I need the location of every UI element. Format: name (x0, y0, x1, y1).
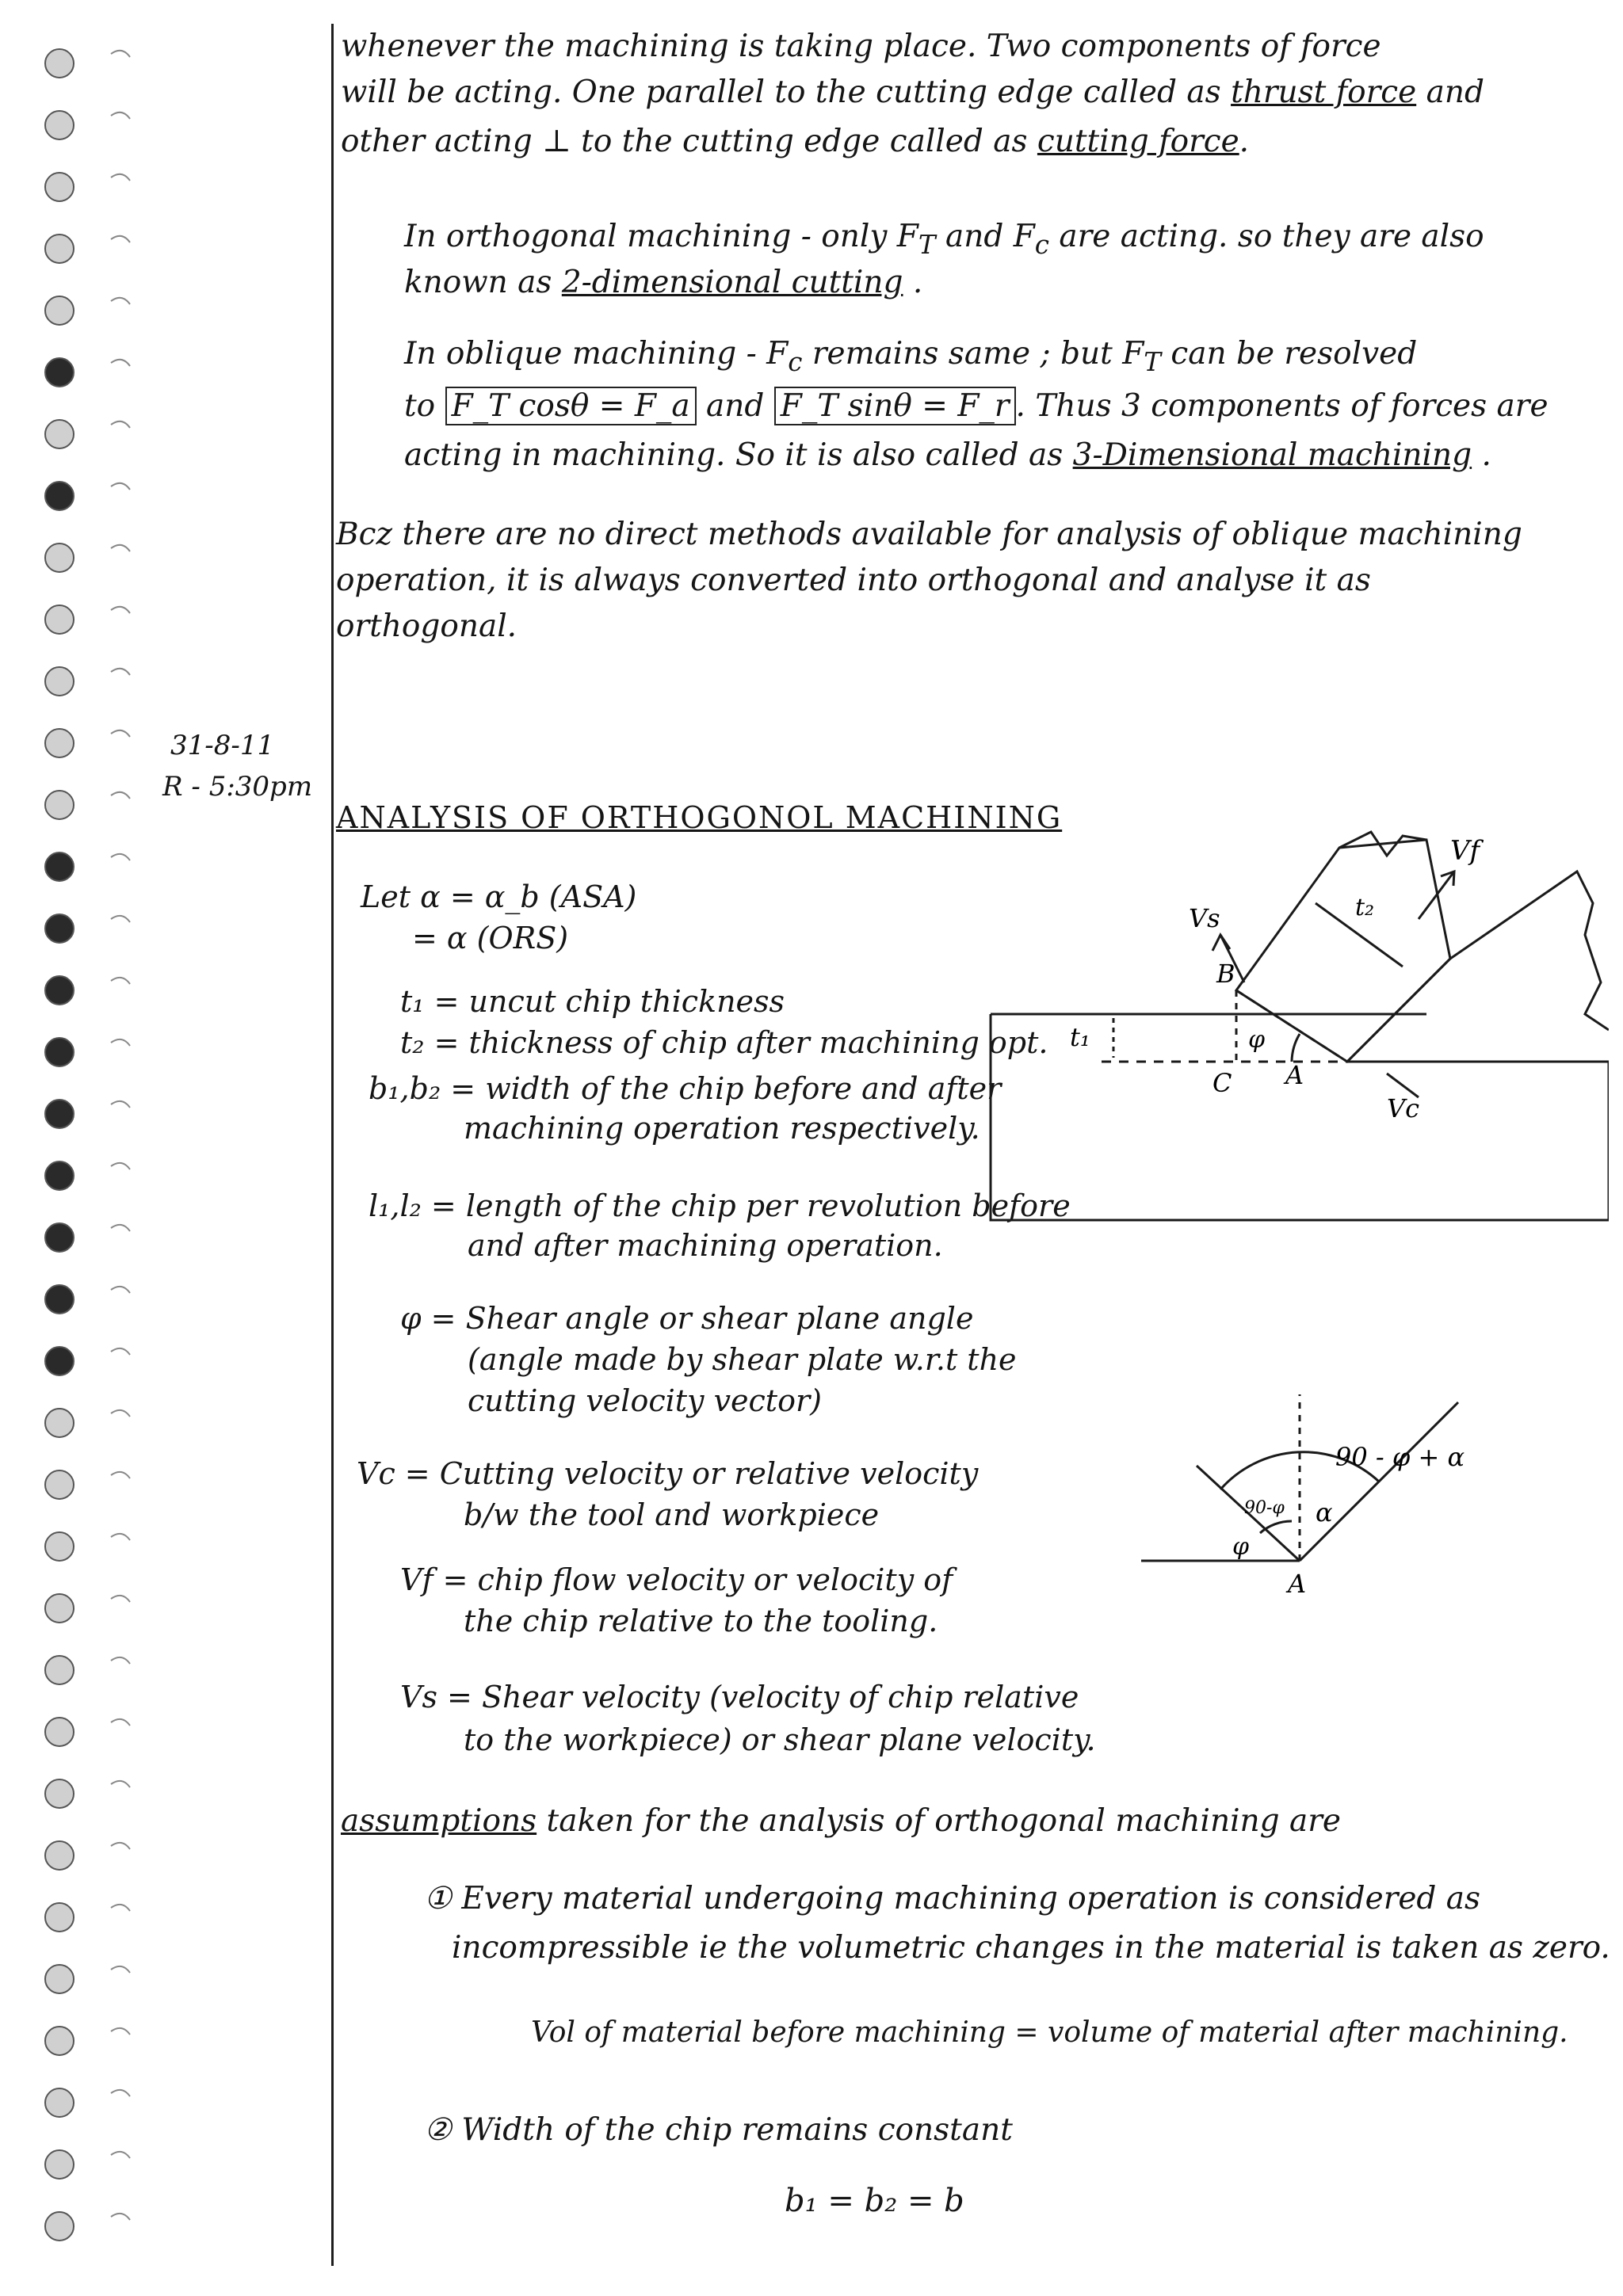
intro-line-2-text: will be acting. One parallel to the cutting edge called as (341, 74, 1221, 110)
def-alpha-2: = α (ORS) (412, 921, 569, 955)
oblique-end: . (1481, 437, 1491, 473)
binding-ring (111, 298, 130, 304)
binding-ring (111, 174, 130, 181)
label-t1: t₁ (1070, 1022, 1090, 1052)
binding-ring (111, 1781, 130, 1787)
binding-hole (45, 1779, 74, 1808)
margin-line (331, 24, 334, 2266)
binding-ring (111, 1472, 130, 1478)
binding-ring (111, 360, 130, 366)
binding-hole (45, 543, 74, 572)
ortho-text-b: and F (935, 219, 1035, 254)
phi-arc (1292, 1034, 1300, 1062)
binding-ring (111, 2090, 130, 2096)
binding-ring (111, 1287, 130, 1293)
def-alpha-1: Let α = α_b (ASA) (361, 879, 637, 914)
oblique-sub-c: c (788, 346, 803, 377)
intro-line-3 (341, 119, 1249, 165)
binding-ring (111, 669, 130, 675)
def-vs-2: to the workpiece) or shear plane velocity. (464, 1722, 1096, 1757)
def-vf-1: Vf = chip flow velocity or velocity of (400, 1562, 953, 1597)
def-t1: t₁ = uncut chip thickness (400, 984, 785, 1019)
intro-line-2-end: and (1426, 74, 1484, 110)
binding-hole (45, 2027, 74, 2055)
binding-hole (45, 1223, 74, 1252)
binding-hole (45, 49, 74, 78)
oblique-line-3 (404, 433, 1491, 479)
label-a-d2: A (1288, 1569, 1307, 1599)
binding-hole (45, 1038, 74, 1066)
binding-hole (45, 1903, 74, 1932)
binding-ring (111, 1410, 130, 1417)
binding-hole (45, 1718, 74, 1746)
binding-hole (45, 667, 74, 696)
def-t2: t₂ = thickness of chip after machining opt. (400, 1025, 1048, 1060)
binding-hole (45, 173, 74, 201)
label-big-angle: 90 - φ + α (1335, 1442, 1465, 1472)
label-inner-angle: 90-φ (1244, 1498, 1285, 1518)
bcz-line-2: operation, it is always converted into orthogonal and analyse it as (336, 563, 1371, 598)
binding-hole (45, 914, 74, 943)
bcz-line-1: Bcz there are no direct methods available for analysis of oblique machining (336, 517, 1522, 552)
ortho-sub-c: c (1034, 229, 1049, 260)
label-phi-d1: φ (1248, 1026, 1266, 1054)
intro-line-3-end: . (1239, 124, 1250, 159)
oblique-text-b: remains same ; but F (802, 336, 1144, 372)
intro-line-3-text: other acting ⊥ to the cutting edge called as (341, 124, 1028, 159)
chip-shape (1236, 840, 1450, 1062)
def-l-1: l₁,l₂ = length of the chip per revolution before (369, 1188, 1071, 1223)
binding-hole (45, 1470, 74, 1499)
def-phi-2: (angle made by shear plate w.r.t the (468, 1342, 1017, 1377)
binding-ring (111, 1225, 130, 1231)
binding-hole (45, 976, 74, 1005)
binding-hole (45, 729, 74, 757)
tool-outline (1347, 871, 1609, 1062)
ortho-end: . (912, 265, 923, 300)
label-vs: Vs (1189, 903, 1220, 933)
binding-ring (111, 1905, 130, 1911)
term-3d-machining: 3-Dimensional machining (1072, 437, 1472, 473)
binding-ring (111, 1843, 130, 1849)
ortho-known: known as (404, 265, 552, 300)
assumptions-heading (341, 1798, 1341, 1844)
orthogonal-line-2 (404, 260, 922, 306)
oblique-sub-t: T (1144, 346, 1161, 377)
binding-hole (45, 1100, 74, 1128)
def-b-2: machining operation respectively. (464, 1111, 980, 1146)
binding-ring (111, 1719, 130, 1726)
intro-line-2 (341, 70, 1484, 116)
binding-ring (111, 1534, 130, 1540)
oblique-line-1 (404, 331, 1417, 385)
binding-hole (45, 1965, 74, 1993)
label-vf: Vf (1450, 835, 1480, 867)
def-vf-2: the chip relative to the tooling. (464, 1604, 938, 1638)
vf-arrow-line (1419, 871, 1454, 919)
binding-hole (45, 482, 74, 510)
binding-ring (111, 978, 130, 984)
spiral-binding (0, 0, 158, 2296)
binding-ring (111, 2028, 130, 2035)
binding-ring (111, 1657, 130, 1664)
binding-ring (111, 51, 130, 57)
section-heading: ANALYSIS OF ORTHOGONOL MACHINING (336, 800, 1063, 835)
intro-line-1: whenever the machining is taking place. Two components of force (341, 29, 1381, 64)
label-a-d1: A (1285, 1060, 1304, 1090)
binding-ring (111, 730, 130, 737)
def-l-2: and after machining operation. (468, 1228, 943, 1263)
def-b-1: b₁,b₂ = width of the chip before and after (369, 1071, 1002, 1106)
orthogonal-cutting-diagram (975, 824, 1609, 1236)
ortho-text-a: In orthogonal machining - only F (404, 219, 918, 254)
term-cutting-force: cutting force (1037, 124, 1239, 159)
binding-hole (45, 296, 74, 325)
label-alpha: α (1316, 1497, 1333, 1527)
oblique-text-c: can be resolved (1160, 336, 1418, 372)
boxed-eq-fa: F_T cosθ = F_a (445, 387, 697, 425)
margin-time: R - 5:30pm (162, 771, 313, 803)
assumptions-title-rest: taken for the analysis of orthogonal machining are (546, 1803, 1342, 1839)
binding-hole (45, 1532, 74, 1561)
label-phi-d2: φ (1232, 1533, 1250, 1561)
binding-ring (111, 1348, 130, 1355)
def-phi-3: cutting velocity vector) (468, 1383, 822, 1418)
term-2d-cutting: 2-dimensional cutting (561, 265, 903, 300)
binding-ring (111, 2152, 130, 2158)
label-c: C (1212, 1068, 1232, 1098)
binding-hole (45, 1347, 74, 1375)
def-vc-2: b/w the tool and workpiece (464, 1497, 880, 1532)
binding-ring (111, 113, 130, 119)
binding-hole (45, 358, 74, 387)
binding-ring (111, 1101, 130, 1108)
binding-hole (45, 111, 74, 139)
binding-ring (111, 916, 130, 922)
oblique-text-a: In oblique machining - F (404, 336, 789, 372)
oblique-thus: . Thus 3 components of forces are (1015, 388, 1549, 424)
def-vs-1: Vs = Shear velocity (velocity of chip relative (400, 1680, 1079, 1714)
binding-ring (111, 1596, 130, 1602)
binding-hole (45, 1594, 74, 1623)
label-t2: t₂ (1355, 894, 1375, 921)
binding-hole (45, 420, 74, 448)
binding-ring (111, 1966, 130, 1973)
binding-hole (45, 1161, 74, 1190)
binding-ring (111, 545, 130, 551)
binding-hole (45, 852, 74, 881)
binding-hole (45, 1841, 74, 1870)
def-phi-1: φ = Shear angle or shear plane angle (400, 1301, 974, 1336)
assumption-2-line-1: ② Width of the chip remains constant (424, 2112, 1013, 2148)
bcz-line-3: orthogonal. (336, 608, 517, 644)
label-b: B (1216, 959, 1235, 989)
binding-hole (45, 1409, 74, 1437)
binding-ring (111, 421, 130, 428)
oblique-line-2 (404, 383, 1549, 429)
binding-hole (45, 1285, 74, 1314)
binding-ring (111, 1163, 130, 1169)
ortho-sub-t: T (918, 229, 936, 260)
assumptions-title: assumptions (341, 1803, 537, 1839)
binding-hole (45, 2088, 74, 2117)
assumption-1-equation: Vol of material before machining = volume of material after machining. (531, 2016, 1568, 2049)
binding-hole (45, 235, 74, 263)
binding-ring (111, 607, 130, 613)
oblique-to: to (404, 388, 436, 424)
assumption-1-line-2: incompressible ie the volumetric changes in the material is taken as zero. (452, 1930, 1610, 1966)
binding-hole (45, 2150, 74, 2179)
binding-hole (45, 605, 74, 634)
angle-relation-diagram (1125, 1379, 1569, 1616)
binding-hole (45, 791, 74, 819)
label-vc: Vc (1387, 1093, 1420, 1123)
binding-hole (45, 2212, 74, 2241)
binding-ring (111, 483, 130, 490)
binding-ring (111, 1039, 130, 1046)
def-vc-1: Vc = Cutting velocity or relative velocity (357, 1456, 979, 1491)
binding-ring (111, 792, 130, 799)
binding-ring (111, 2214, 130, 2220)
oblique-and: and (706, 388, 765, 424)
margin-date: 31-8-11 (170, 730, 275, 761)
term-thrust-force: thrust force (1231, 74, 1417, 110)
binding-ring (111, 854, 130, 860)
binding-hole (45, 1656, 74, 1684)
binding-ring (111, 236, 130, 242)
oblique-called: acting in machining. So it is also called as (404, 437, 1064, 473)
boxed-eq-fr: F_T sinθ = F_r (774, 387, 1016, 425)
assumption-1-line-1: ① Every material undergoing machining operation is considered as (424, 1881, 1481, 1917)
assumption-2-equation: b₁ = b₂ = b (785, 2183, 964, 2219)
ortho-text-c: are acting. so they are also (1048, 219, 1484, 254)
